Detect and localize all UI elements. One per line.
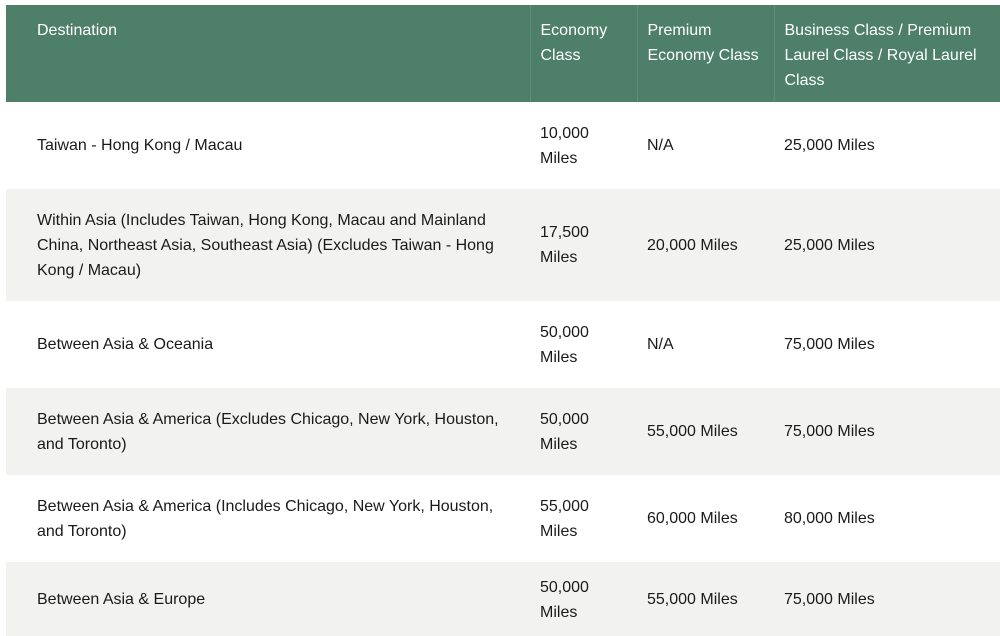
cell-destination: Between Asia & America (Includes Chicago, New York, Houston, and Toronto) xyxy=(37,497,494,540)
header-destination: Destination xyxy=(37,22,118,39)
header-economy-class: Economy Class xyxy=(530,5,637,102)
cell-economy: 17,500 Miles xyxy=(540,224,589,266)
cell-destination: Between Asia & America (Excludes Chicago, New York, Houston, and Toronto) xyxy=(37,410,499,453)
cell-business: 25,000 Miles xyxy=(784,137,875,154)
header-premium-economy-class: Premium Economy Class xyxy=(637,5,774,102)
table-body xyxy=(6,102,1000,636)
cell-premium-economy: N/A xyxy=(647,336,674,353)
table-row xyxy=(6,475,1000,562)
award-miles-table xyxy=(6,5,1000,636)
table-row xyxy=(6,562,1000,636)
cell-economy: 50,000 Miles xyxy=(540,410,589,453)
cell-premium-economy: N/A xyxy=(647,137,674,154)
table-row xyxy=(6,189,1000,301)
cell-economy: 55,000 Miles xyxy=(540,497,589,540)
cell-economy: 50,000 Miles xyxy=(540,323,589,366)
cell-business: 80,000 Miles xyxy=(784,510,875,527)
cell-premium-economy: 20,000 Miles xyxy=(647,236,738,254)
cell-business: 75,000 Miles xyxy=(784,591,875,608)
cell-business: 75,000 Miles xyxy=(784,336,875,353)
cell-destination: Taiwan - Hong Kong / Macau xyxy=(37,137,243,154)
table-row xyxy=(6,102,1000,189)
table-header xyxy=(6,5,1000,102)
table-row xyxy=(6,301,1000,388)
cell-destination: Between Asia & Oceania xyxy=(37,336,214,353)
cell-premium-economy: 60,000 Miles xyxy=(647,510,738,527)
cell-destination: Within Asia (Includes Taiwan, Hong Kong, Macau and Mainland China, Northeast Asia, Southeast Asia) (Excludes Taiwan - Hong Kong / Macau) xyxy=(37,211,494,279)
award-chart-container xyxy=(6,5,1000,636)
cell-economy: 10,000 Miles xyxy=(540,124,589,167)
cell-destination: Between Asia & Europe xyxy=(37,591,206,608)
header-row xyxy=(6,5,1000,102)
cell-premium-economy: 55,000 Miles xyxy=(647,423,738,440)
header-business-class: Business Class / Premium Laurel Class / Royal Laurel Class xyxy=(774,5,1000,102)
cell-business: 25,000 Miles xyxy=(784,236,875,254)
table-row xyxy=(6,388,1000,475)
cell-economy: 50,000 Miles xyxy=(540,578,589,621)
cell-premium-economy: 55,000 Miles xyxy=(647,591,738,608)
cell-business: 75,000 Miles xyxy=(784,423,875,440)
